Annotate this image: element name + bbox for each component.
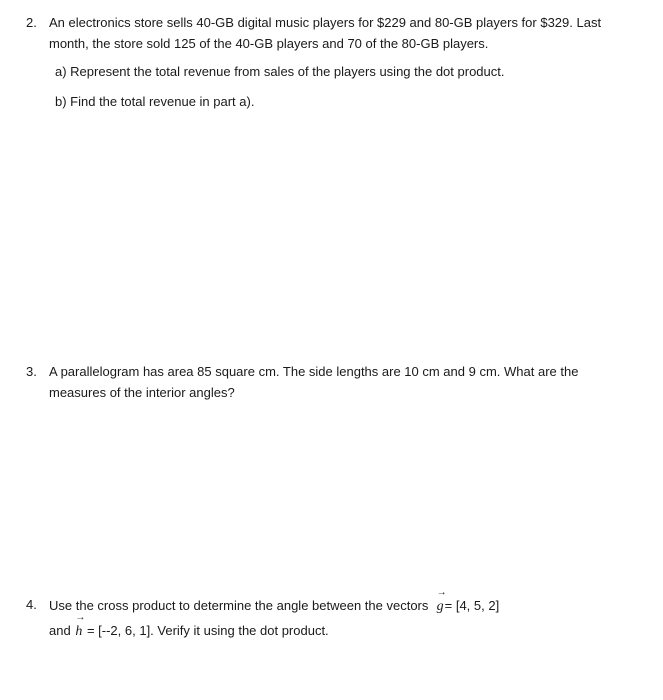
question-4-line1-prefix: Use the cross product to determine the angle between the vectors xyxy=(49,598,429,613)
vector-h xyxy=(74,612,86,644)
question-2-part-b: b) Find the total revenue in part a). xyxy=(55,94,255,109)
question-text xyxy=(49,587,639,644)
question-text-line: A parallelogram has area 85 square cm. The side lengths are 10 cm and 9 cm. What are the xyxy=(49,364,579,379)
question-text xyxy=(49,12,639,54)
question-number: 3. xyxy=(26,364,37,379)
vector-h-symbol: h xyxy=(75,624,83,639)
vector-g xyxy=(436,587,447,619)
question-text-line xyxy=(49,587,639,619)
question-text-line: measures of the interior angles? xyxy=(49,385,235,400)
question-text-line xyxy=(49,612,639,644)
vector-arrow-icon: → xyxy=(436,587,447,598)
question-text-line: An electronics store sells 40-GB digital music players for $229 and 80-GB players for $329. Last xyxy=(49,15,602,30)
question-number: 4. xyxy=(26,597,37,612)
question-number: 2. xyxy=(26,15,37,30)
vector-arrow-icon: → xyxy=(75,612,86,623)
question-4-line2-prefix: and xyxy=(49,623,71,638)
vector-g-symbol: g xyxy=(436,599,444,614)
vector-h-value: = [--2, 6, 1]. Verify it using the dot product. xyxy=(86,623,329,638)
vector-g-value: = [4, 5, 2] xyxy=(444,598,500,613)
question-2-part-a: a) Represent the total revenue from sales of the players using the dot product. xyxy=(55,64,505,79)
question-text-line: month, the store sold 125 of the 40-GB players and 70 of the 80-GB players. xyxy=(49,36,489,51)
question-text xyxy=(49,361,639,403)
